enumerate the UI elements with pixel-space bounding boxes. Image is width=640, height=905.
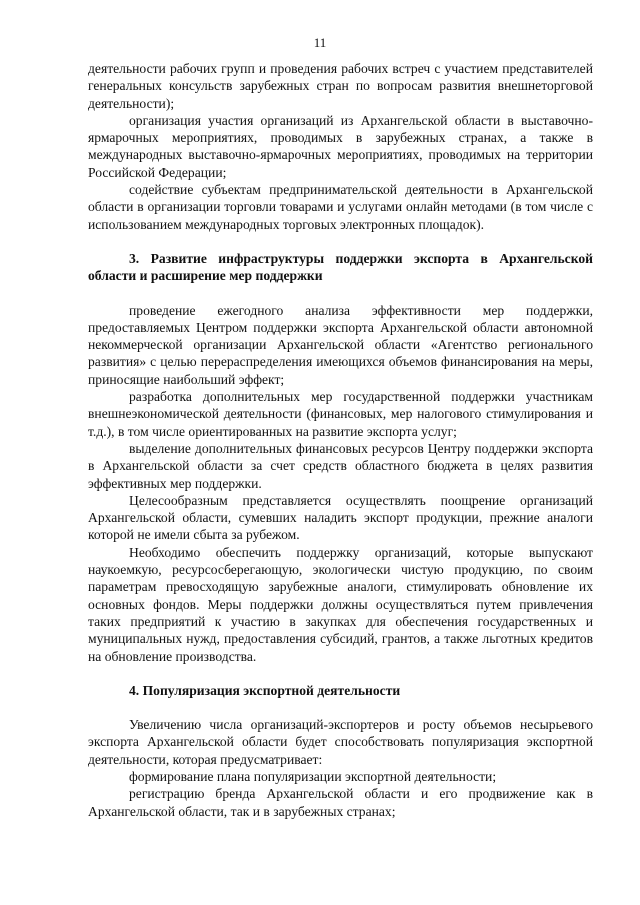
paragraph: разработка дополнительных мер государственной поддержки участникам внешнеэкономической деятельности (финансовых, мер налогового стимулирования и т.д.), в том числе ориентированных на развитие экспорта услуг; xyxy=(88,389,593,439)
paragraph: Необходимо обеспечить поддержку организаций, которые выпускают наукоемкую, ресурсосберегающую, экологически чистую продукцию, по своим параметрам превосходящую зарубежные аналоги, стимулировать обновление их основных фондов. Меры поддержки должны осуществляться путем привлечения таких предприятий к участию в закупках для обеспечения государственных и муниципальных нужд, предоставления субсидий, грантов, а также льготных кредитов на обновление производства. xyxy=(88,544,593,664)
paragraph: Увеличению числа организаций-экспортеров и росту объемов несырьевого экспорта Архангельской области будет способствовать популяризация экспортной деятельности, которая предусматривает: xyxy=(88,717,593,767)
paragraph: регистрацию бренда Архангельской области и его продвижение как в Архангельской области, так и в зарубежных странах; xyxy=(88,786,593,819)
section-spacer xyxy=(88,665,593,682)
paragraph: проведение ежегодного анализа эффективности мер поддержки, предоставляемых Центром поддержки экспорта Архангельской области автономной некоммерческой организации Архангельской области «Агентство регионального развития» с целью перераспределения имеющихся объемов финансирования на меры, приносящие наибольший эффект; xyxy=(88,302,593,387)
paragraph: формирование плана популяризации экспортной деятельности; xyxy=(129,768,497,784)
section-spacer xyxy=(88,285,593,302)
section-spacer xyxy=(88,233,593,250)
paragraph: организация участия организаций из Архангельской области в выставочно-ярмарочных мероприятиях, проводимых в зарубежных странах, а также в международных выставочно-ярмарочных мероприятиях, проводимых на территории Российской Федерации; xyxy=(88,112,593,180)
document-body xyxy=(88,60,593,820)
page-number: 11 xyxy=(313,35,327,50)
paragraph: деятельности рабочих групп и проведения рабочих встреч с участием представителей генеральных консульств зарубежных стран по вопросам развития внешнеторговой деятельности); xyxy=(88,61,593,111)
section-heading: 3. Развитие инфраструктуры поддержки экспорта в Архангельской области и расширение мер поддержки xyxy=(88,250,593,284)
paragraph: Целесообразным представляется осуществлять поощрение организаций Архангельской области, сумевших наладить экспорт продукции, прежние аналоги которой не имели сбыта за рубежом. xyxy=(88,492,593,543)
paragraph: выделение дополнительных финансовых ресурсов Центру поддержки экспорта в Архангельской области за счет средств областного бюджета в целях развития эффективных мер поддержки. xyxy=(88,440,593,491)
paragraph: содействие субъектам предпринимательской деятельности в Архангельской области в организации торговли товарами и услугами онлайн методами (в том числе с использованием международных торговых электронных площадок). xyxy=(88,182,593,232)
section-spacer xyxy=(88,699,593,716)
section-heading: 4. Популяризация экспортной деятельности xyxy=(129,682,401,698)
